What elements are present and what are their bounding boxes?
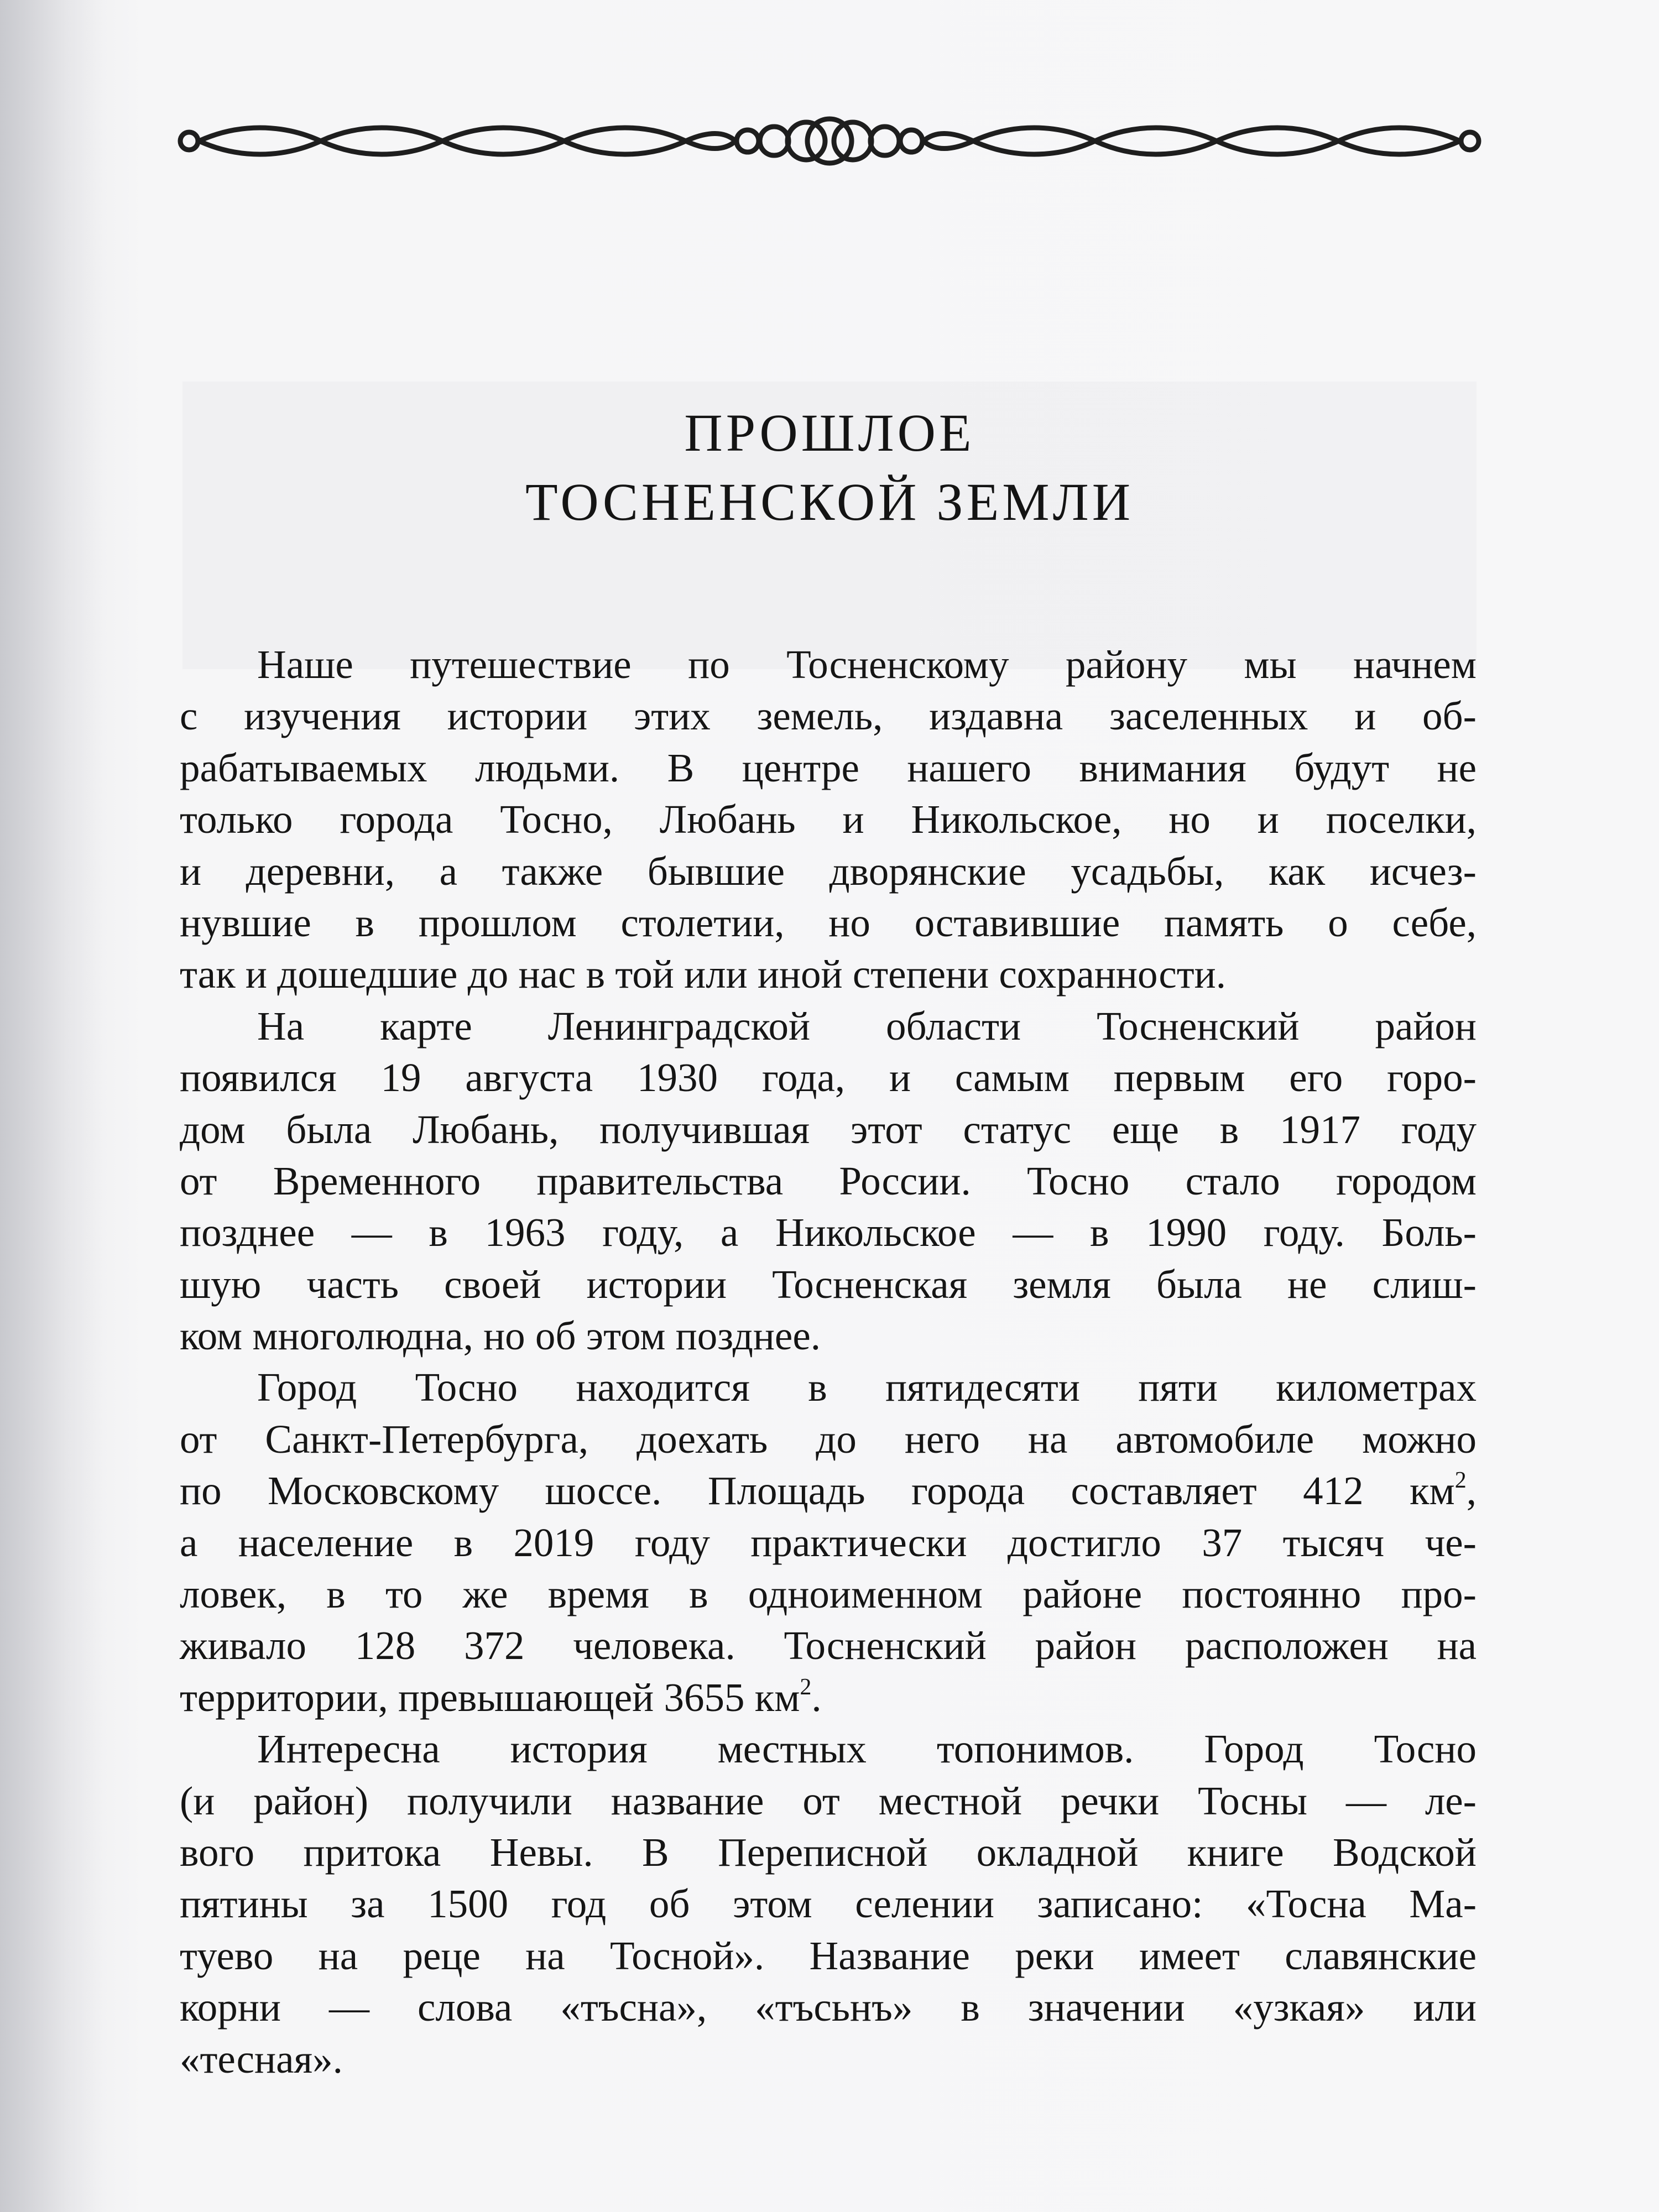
text-span: по Московскому шоссе. Площадь города составляет 412 км (180, 1468, 1455, 1514)
punctuation: , (1466, 1468, 1477, 1514)
paragraph-3 (180, 1361, 1477, 1723)
body-text (180, 639, 1477, 2085)
paragraph-4 (180, 1723, 1477, 2085)
text-line: «тесная». (180, 2036, 343, 2081)
chapter-title (0, 398, 1659, 536)
text-line: так и дошедшие до нас в той или иной степени сохранности. (180, 952, 1226, 997)
text-line-with-superscript (180, 1672, 1477, 1723)
text-line: появился 19 августа 1930 года, и самым первым его горо- (180, 1055, 1477, 1100)
text-line: от Временного правительства России. Тосно стало городом (180, 1158, 1477, 1203)
text-line: вого притока Невы. В Переписной окладной книге Водской (180, 1829, 1477, 1875)
paragraph-2 (180, 1000, 1477, 1362)
chapter-title-line-2: ТОСНЕНСКОЙ ЗЕМЛИ (525, 472, 1134, 531)
text-line: от Санкт-Петербурга, доехать до него на автомобиле можно (180, 1416, 1477, 1462)
text-line: корни — слова «тъсна», «тъсьнъ» в значении «узкая» или (180, 1985, 1477, 2030)
text-line: На карте Ленинградской области Тосненский район (257, 1003, 1477, 1048)
punctuation: . (811, 1674, 822, 1720)
text-line: нувшие в прошлом столетии, но оставившие память о себе, (180, 900, 1477, 945)
text-line: туево на реце на Тосной». Название реки имеет славянские (180, 1933, 1477, 1978)
text-line: рабатываемых людьми. В центре нашего внимания будут не (180, 745, 1477, 790)
text-line: и деревни, а также бывшие дворянские усадьбы, как исчез- (180, 848, 1477, 894)
text-line: шую часть своей истории Тосненская земля была не слиш- (180, 1261, 1477, 1307)
text-line: Интересна история местных топонимов. Город Тосно (257, 1726, 1477, 1772)
text-line: дом была Любань, получившая этот статус еще в 1917 году (180, 1107, 1477, 1152)
text-line: ловек, в то же время в одноименном районе постоянно про- (180, 1572, 1477, 1617)
text-line: только города Тосно, Любань и Никольское, но и поселки, (180, 797, 1477, 842)
text-line: ком многолюдна, но об этом позднее. (180, 1313, 821, 1359)
text-line: Наше путешествие по Тосненскому району мы начнем (257, 642, 1477, 687)
chain-ornament-icon (177, 113, 1482, 169)
text-span: территории, превышающей 3655 км (180, 1674, 800, 1720)
text-line: позднее — в 1963 году, а Никольское — в 1990 году. Боль- (180, 1210, 1477, 1255)
chapter-title-line-1: ПРОШЛОЕ (684, 403, 975, 462)
text-line: пятины за 1500 год об этом селении записано: «Тосна Ма- (180, 1881, 1477, 1927)
superscript: 2 (1454, 1468, 1467, 1494)
text-line: (и район) получили название от местной речки Тосны — ле- (180, 1778, 1477, 1823)
text-line: а население в 2019 году практически достигло 37 тысяч че- (180, 1520, 1477, 1565)
paragraph-1 (180, 639, 1477, 1000)
text-line: живало 128 372 человека. Тосненский район расположен на (180, 1623, 1477, 1668)
text-line: с изучения истории этих земель, издавна заселенных и об- (180, 693, 1477, 739)
page-gutter-shadow (0, 0, 105, 2212)
text-line: Город Тосно находится в пятидесяти пяти километрах (257, 1365, 1477, 1410)
superscript: 2 (800, 1674, 812, 1700)
text-line-with-superscript (180, 1465, 1477, 1516)
